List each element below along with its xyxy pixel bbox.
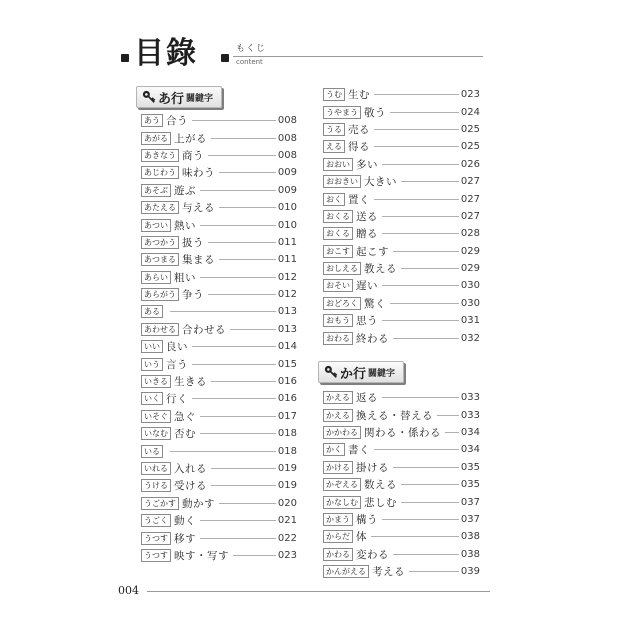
- entry-reading: うごかす: [141, 497, 179, 510]
- entry-page: 012: [277, 289, 297, 301]
- leader-line: [200, 277, 276, 278]
- toc-entry[interactable]: [323, 260, 480, 277]
- toc-entry[interactable]: [323, 329, 480, 346]
- entry-word: 関わる・係わる: [364, 426, 441, 439]
- leader-line: [437, 415, 459, 416]
- entry-page: 035: [460, 479, 480, 491]
- entry-word: 合わせる: [182, 323, 226, 336]
- entry-page: 014: [277, 341, 297, 353]
- leader-line: [374, 129, 459, 130]
- title-bullet-right: [221, 54, 229, 62]
- entry-word: 良い: [166, 341, 188, 354]
- entry-reading: うむ: [323, 88, 345, 101]
- leader-line: [200, 433, 276, 434]
- title-english: content: [236, 58, 263, 66]
- leader-line: [382, 285, 459, 286]
- entry-word: 大きい: [364, 176, 397, 189]
- toc-entry[interactable]: [141, 303, 297, 320]
- entry-reading: ある: [141, 305, 163, 318]
- entry-page: 028: [460, 228, 480, 240]
- entry-page: 033: [460, 409, 480, 421]
- entry-reading: おおい: [323, 158, 353, 171]
- entry-page: 016: [277, 376, 297, 388]
- entry-word: 贈る: [356, 228, 378, 241]
- entry-reading: いなむ: [141, 427, 171, 440]
- leader-line: [230, 329, 276, 330]
- entry-word: 起こす: [356, 245, 389, 258]
- entry-list-right-a: [323, 86, 480, 347]
- leader-line: [219, 207, 276, 208]
- leader-line: [170, 451, 276, 452]
- entry-word: 返る: [356, 392, 378, 405]
- entry-page: 023: [460, 89, 480, 101]
- entry-reading: いく: [141, 392, 163, 405]
- entry-page: 019: [277, 480, 297, 492]
- entry-word: 遅い: [356, 280, 378, 293]
- entry-reading: いう: [141, 358, 163, 371]
- title-rule: [233, 56, 483, 57]
- leader-line: [445, 432, 459, 433]
- entry-word: 動かす: [182, 497, 215, 510]
- toc-entry[interactable]: [323, 528, 480, 545]
- toc-entry[interactable]: [323, 121, 480, 138]
- entry-word: 終わる: [356, 332, 389, 345]
- entry-word: 入れる: [174, 463, 207, 475]
- toc-entry[interactable]: [323, 243, 480, 260]
- entry-page: 008: [277, 149, 297, 161]
- leader-line: [390, 112, 459, 113]
- entry-reading: おしえる: [323, 262, 361, 275]
- entry-word: 合う: [166, 115, 188, 128]
- entry-word: 急ぐ: [174, 410, 196, 423]
- leader-line: [219, 259, 276, 260]
- leader-line: [393, 251, 459, 252]
- entry-word: 争う: [182, 289, 204, 302]
- toc-entry[interactable]: [141, 269, 297, 286]
- entry-page: 037: [460, 496, 480, 508]
- entry-page: 026: [460, 158, 480, 170]
- entry-reading: あそぶ: [141, 184, 171, 197]
- toc-entry[interactable]: [141, 547, 297, 564]
- entry-word: 換える・替える: [356, 409, 433, 422]
- leader-line: [390, 303, 459, 304]
- toc-entry[interactable]: [323, 459, 480, 476]
- entry-page: 039: [460, 566, 480, 578]
- entry-reading: おもう: [323, 314, 353, 327]
- leader-line: [192, 398, 276, 399]
- entry-page: 018: [277, 445, 297, 457]
- entry-reading: おく: [323, 193, 345, 206]
- leader-line: [208, 242, 276, 243]
- entry-page: 013: [277, 306, 297, 318]
- entry-page: 027: [460, 193, 480, 205]
- entry-word: 味わう: [182, 167, 215, 180]
- entry-reading: かんがえる: [323, 565, 369, 578]
- entry-reading: える: [323, 140, 345, 153]
- entry-page: 029: [460, 263, 480, 275]
- entry-page: 024: [460, 106, 480, 118]
- leader-line: [374, 146, 459, 147]
- toc-entry[interactable]: [323, 563, 480, 580]
- entry-page: 029: [460, 245, 480, 257]
- toc-entry[interactable]: [141, 390, 297, 407]
- leader-line: [374, 199, 459, 200]
- toc-entry[interactable]: [323, 424, 480, 441]
- toc-entry[interactable]: [141, 147, 297, 164]
- leader-line: [409, 571, 459, 572]
- entry-word: 集まる: [182, 254, 215, 267]
- entry-reading: かく: [323, 443, 345, 456]
- key-icon: [324, 365, 338, 379]
- entry-word: 言う: [166, 358, 188, 371]
- leader-line: [393, 554, 459, 555]
- entry-word: 与える: [182, 202, 215, 215]
- leader-line: [382, 320, 459, 321]
- toc-entry[interactable]: [141, 251, 297, 268]
- entry-word: 教える: [364, 263, 397, 276]
- entry-reading: おどろく: [323, 297, 361, 310]
- leader-line: [374, 449, 459, 450]
- entry-word: 思う: [356, 315, 378, 328]
- entry-word: 商う: [182, 149, 204, 162]
- toc-entry[interactable]: [141, 234, 297, 251]
- entry-reading: いる: [141, 445, 163, 458]
- entry-word: 悲しむ: [364, 496, 397, 509]
- entry-page: 019: [277, 463, 297, 474]
- entry-page: 010: [277, 202, 297, 214]
- entry-reading: うる: [323, 123, 345, 136]
- entry-reading: かける: [323, 461, 353, 474]
- entry-reading: あつまる: [141, 253, 179, 266]
- leader-line: [401, 181, 459, 182]
- entry-reading: いそぐ: [141, 410, 171, 423]
- page-title: 目錄: [134, 36, 198, 71]
- entry-page: 017: [277, 410, 297, 422]
- leader-line: [170, 311, 276, 312]
- entry-word: 書く: [348, 444, 370, 457]
- entry-page: 009: [277, 167, 297, 179]
- leader-line: [192, 120, 276, 121]
- entry-reading: おくる: [323, 210, 353, 223]
- entry-word: 熱い: [174, 219, 196, 232]
- entry-page: 009: [277, 184, 297, 196]
- entry-reading: うごく: [141, 514, 171, 527]
- entry-word: 否む: [174, 428, 196, 441]
- entry-reading: あわせる: [141, 323, 179, 336]
- toc-entry[interactable]: [141, 129, 297, 146]
- entry-word: 考える: [372, 566, 405, 579]
- entry-word: 遊ぶ: [174, 184, 196, 197]
- leader-line: [382, 519, 459, 520]
- entry-reading: おおきい: [323, 175, 361, 188]
- toc-entry[interactable]: [323, 493, 480, 510]
- toc-entry[interactable]: [323, 156, 480, 173]
- leader-line: [200, 538, 276, 539]
- leader-line: [374, 94, 459, 95]
- entry-page: 034: [460, 426, 480, 438]
- entry-page: 008: [277, 115, 297, 127]
- entry-page: 011: [277, 236, 297, 248]
- entry-reading: かまう: [323, 513, 353, 526]
- toc-entry[interactable]: [141, 182, 297, 199]
- toc-entry[interactable]: [323, 208, 480, 225]
- entry-reading: かぞえる: [323, 478, 361, 491]
- leader-line: [200, 520, 276, 521]
- entry-reading: かわる: [323, 548, 353, 561]
- entry-page: 025: [460, 123, 480, 135]
- toc-entry[interactable]: [323, 389, 480, 406]
- entry-reading: いれる: [141, 462, 171, 475]
- toc-entry[interactable]: [323, 295, 480, 312]
- leader-line: [192, 346, 276, 347]
- leader-line: [192, 364, 276, 365]
- entry-page: 033: [460, 392, 480, 404]
- entry-page: 030: [460, 297, 480, 309]
- leader-line: [211, 485, 276, 486]
- toc-entry[interactable]: [323, 173, 480, 190]
- entry-word: 数える: [364, 479, 397, 492]
- toc-entry[interactable]: [323, 277, 480, 294]
- toc-entry[interactable]: [141, 408, 297, 425]
- entry-word: 得る: [348, 141, 370, 154]
- section-title: か行: [340, 366, 367, 382]
- leader-line: [219, 503, 276, 504]
- entry-word: 受ける: [174, 480, 207, 493]
- entry-word: 生きる: [174, 376, 207, 389]
- entry-word: 移す: [174, 532, 196, 545]
- entry-page: 025: [460, 141, 480, 153]
- entry-page: 037: [460, 513, 480, 525]
- entry-reading: いきる: [141, 375, 171, 388]
- entry-word: 送る: [356, 210, 378, 223]
- toc-entry[interactable]: [323, 225, 480, 242]
- toc-entry[interactable]: [141, 199, 297, 216]
- page-number: 004: [118, 584, 139, 597]
- entry-reading: うける: [141, 479, 171, 492]
- entry-word: 驚く: [364, 297, 386, 310]
- entry-page: 012: [277, 271, 297, 283]
- section-head-a: [136, 86, 222, 108]
- entry-reading: からだ: [323, 530, 353, 543]
- leader-line: [200, 225, 276, 226]
- entry-reading: かえる: [323, 391, 353, 404]
- entry-word: 売る: [348, 123, 370, 136]
- leader-line: [211, 138, 276, 139]
- entry-reading: おくる: [323, 227, 353, 240]
- entry-reading: あじわう: [141, 166, 179, 179]
- toc-entry[interactable]: [141, 442, 297, 459]
- entry-page: 020: [277, 497, 297, 509]
- toc-entry[interactable]: [141, 512, 297, 529]
- entry-reading: あきなう: [141, 149, 179, 162]
- entry-word: 扱う: [182, 236, 204, 249]
- entry-reading: あらい: [141, 271, 171, 284]
- toc-entry[interactable]: [141, 286, 297, 303]
- entry-list-left: [141, 112, 297, 564]
- entry-page: 011: [277, 254, 297, 266]
- leader-line: [382, 164, 459, 165]
- entry-page: 016: [277, 393, 297, 405]
- entry-reading: おそい: [323, 279, 353, 292]
- entry-reading: うつす: [141, 549, 171, 562]
- leader-line: [393, 338, 459, 339]
- entry-word: 行く: [166, 393, 188, 406]
- entry-reading: おわる: [323, 332, 353, 345]
- leader-line: [233, 555, 276, 556]
- section-label: 關鍵字: [186, 93, 214, 104]
- leader-line: [393, 467, 459, 468]
- toc-entry[interactable]: [141, 164, 297, 181]
- toc-entry[interactable]: [323, 190, 480, 207]
- entry-page: 018: [277, 428, 297, 440]
- entry-page: 010: [277, 219, 297, 231]
- toc-entry[interactable]: [141, 321, 297, 338]
- entry-word: 体: [356, 531, 367, 544]
- entry-word: 掛ける: [356, 461, 389, 474]
- toc-entry[interactable]: [323, 103, 480, 120]
- leader-line: [208, 155, 276, 156]
- footer-rule: [147, 591, 490, 592]
- entry-word: 敬う: [364, 106, 386, 119]
- entry-page: 021: [277, 515, 297, 527]
- toc-entry[interactable]: [141, 112, 297, 129]
- entry-word: 変わる: [356, 548, 389, 561]
- entry-page: 034: [460, 444, 480, 456]
- entry-page: 022: [277, 532, 297, 544]
- leader-line: [382, 233, 459, 234]
- entry-page: 013: [277, 323, 297, 335]
- leader-line: [401, 502, 459, 503]
- entry-word: 動く: [174, 515, 196, 528]
- leader-line: [371, 536, 459, 537]
- entry-page: 032: [460, 332, 480, 344]
- entry-page: 015: [277, 358, 297, 370]
- toc-entry[interactable]: [141, 460, 297, 477]
- section-label: 關鍵字: [368, 368, 396, 379]
- entry-word: 多い: [356, 158, 378, 171]
- toc-entry[interactable]: [323, 476, 480, 493]
- title-reading: もくじ: [236, 44, 267, 54]
- entry-page: 008: [277, 132, 297, 144]
- leader-line: [219, 172, 276, 173]
- toc-entry[interactable]: [323, 511, 480, 528]
- entry-reading: うつす: [141, 532, 171, 545]
- toc-entry[interactable]: [141, 373, 297, 390]
- entry-page: 030: [460, 280, 480, 292]
- entry-reading: かなしむ: [323, 496, 361, 509]
- entry-page: 027: [460, 176, 480, 188]
- key-icon: [142, 90, 156, 104]
- leader-line: [200, 190, 276, 191]
- leader-line: [211, 468, 276, 469]
- toc-entry[interactable]: [141, 495, 297, 512]
- entry-word: 生む: [348, 89, 370, 102]
- leader-line: [401, 484, 459, 485]
- toc-entry[interactable]: [141, 425, 297, 442]
- leader-line: [382, 216, 459, 217]
- toc-entry[interactable]: [141, 529, 297, 546]
- leader-line: [401, 268, 459, 269]
- entry-word: 上がる: [174, 132, 207, 145]
- entry-list-right-ka: [323, 389, 480, 580]
- entry-word: 映す・写す: [174, 549, 229, 562]
- entry-page: 035: [460, 461, 480, 473]
- leader-line: [208, 294, 276, 295]
- entry-reading: あがる: [141, 132, 171, 145]
- entry-reading: かえる: [323, 409, 353, 422]
- entry-page: 038: [460, 531, 480, 543]
- entry-page: 038: [460, 548, 480, 560]
- toc-entry[interactable]: [141, 355, 297, 372]
- leader-line: [200, 416, 276, 417]
- toc-entry[interactable]: [323, 406, 480, 423]
- toc-entry[interactable]: [323, 138, 480, 155]
- entry-reading: かかわる: [323, 426, 361, 439]
- title-bullet-left: [121, 54, 129, 62]
- entry-word: 粗い: [174, 271, 196, 284]
- entry-reading: あらがう: [141, 288, 179, 301]
- leader-line: [211, 381, 276, 382]
- toc-entry[interactable]: [323, 312, 480, 329]
- entry-word: 置く: [348, 193, 370, 206]
- toc-entry[interactable]: [323, 441, 480, 458]
- entry-reading: あたえる: [141, 201, 179, 214]
- toc-entry[interactable]: [141, 477, 297, 494]
- section-title: あ行: [158, 91, 185, 107]
- toc-entry[interactable]: [141, 338, 297, 355]
- entry-page: 031: [460, 315, 480, 327]
- entry-reading: うやまう: [323, 106, 361, 119]
- toc-entry[interactable]: [323, 86, 480, 103]
- entry-reading: おこす: [323, 245, 353, 258]
- entry-word: 構う: [356, 513, 378, 526]
- entry-page: 027: [460, 210, 480, 222]
- entry-reading: いい: [141, 340, 163, 353]
- section-head-ka: [318, 361, 404, 383]
- entry-reading: あつい: [141, 219, 171, 232]
- entry-reading: あう: [141, 114, 163, 127]
- entry-reading: あつかう: [141, 236, 179, 249]
- toc-entry[interactable]: [141, 216, 297, 233]
- leader-line: [382, 397, 459, 398]
- entry-page: 023: [277, 549, 297, 561]
- toc-entry[interactable]: [323, 546, 480, 563]
